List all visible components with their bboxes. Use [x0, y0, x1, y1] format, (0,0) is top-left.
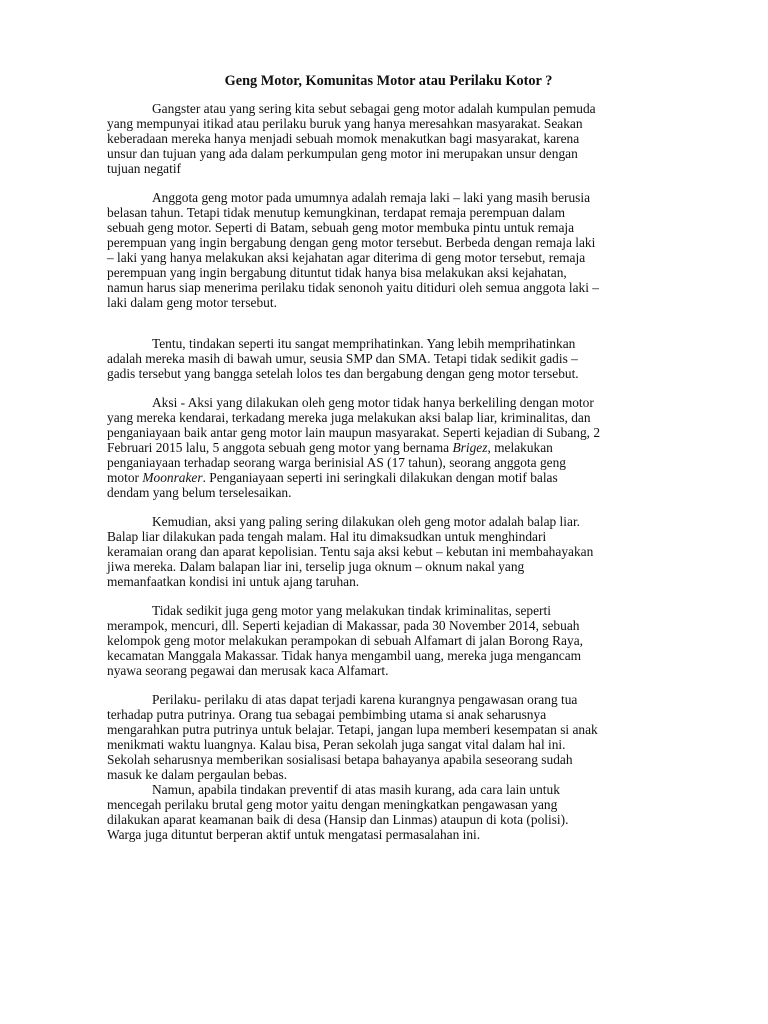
paragraph-5: Kemudian, aksi yang paling sering dilakukan oleh geng motor adalah balap liar. Balap liar dilakukan pada tengah malam. Hal itu dimaksudkan untuk menghindari keramaian orang dan aparat kepolisian. Tentu saja aksi kebut – kebutan ini membahayakan jiwa mereka. Dalam balapan liar ini, terselip juga oknum – oknum nakal yang memanfaatkan kondisi ini untuk ajang taruhan.	[107, 514, 594, 589]
brigez-name: Brigez	[452, 440, 488, 455]
document-title: Geng Motor, Komunitas Motor atau Perilaku Kotor ?	[224, 73, 553, 89]
document-body	[107, 73, 664, 842]
paragraph-6: Tidak sedikit juga geng motor yang melakukan tindak kriminalitas, seperti merampok, mencuri, dll. Seperti kejadian di Makassar, pada 30 November 2014, sebuah kelompok geng motor melakukan perampokan di sebuah Alfamart di jalan Borong Raya, kecamatan Manggala Makassar. Tidak hanya mengambil uang, mereka juga mengancam nyawa seorang pegawai dan merusak kaca Alfamart.	[107, 603, 583, 678]
moonraker-name: Moonraker	[142, 470, 203, 485]
paragraph-1: Gangster atau yang sering kita sebut sebagai geng motor adalah kumpulan pemuda yang mempunyai itikad atau perilaku buruk yang hanya meresahkan masyarakat. Seakan keberadaan mereka hanya menjadi sebuah momok menakutkan bagi masyarakat, karena unsur dan tujuan yang ada dalam perkumpulan geng motor ini merupakan unsur dengan tujuan negatif	[107, 101, 596, 176]
paragraph-4	[107, 395, 664, 500]
paragraph-4-part-3: . Penganiayaan seperti ini seringkali dilakukan dengan motif balas dendam yang belum terselesaikan.	[107, 470, 558, 500]
paragraph-8: Namun, apabila tindakan preventif di atas masih kurang, ada cara lain untuk mencegah perilaku brutal geng motor yaitu dengan meningkatkan pengawasan yang dilakukan aparat keamanan baik di desa (Hansip dan Linmas) ataupun di kota (polisi). Warga juga dituntut berperan aktif untuk mengatasi permasalahan ini.	[107, 782, 569, 842]
paragraph-2: Anggota geng motor pada umumnya adalah remaja laki – laki yang masih berusia belasan tahun. Tetapi tidak menutup kemungkinan, terdapat remaja perempuan dalam sebuah geng motor. Seperti di Batam, sebuah geng motor membuka pintu untuk remaja perempuan yang ingin bergabung dengan geng motor tersebut. Berbeda dengan remaja laki – laki yang hanya melakukan aksi kejahatan agar diterima di geng motor tersebut, remaja perempuan yang ingin bergabung dituntut tidak hanya bisa melakukan aksi kejahatan, namun harus siap menerima perilaku tidak senonoh yaitu ditiduri oleh semua anggota laki – laki dalam geng motor tersebut.	[107, 190, 599, 310]
paragraph-4-part-2: , melakukan penganiayaan terhadap seorang warga berinisial AS (17 tahun), seorang anggota geng motor	[107, 440, 566, 485]
paragraph-3: Tentu, tindakan seperti itu sangat memprihatinkan. Yang lebih memprihatinkan adalah mereka masih di bawah umur, seusia SMP dan SMA. Tetapi tidak sedikit gadis – gadis tersebut yang bangga setelah lolos tes dan bergabung dengan geng motor tersebut.	[107, 336, 579, 381]
paragraph-4-part-1: Aksi - Aksi yang dilakukan oleh geng motor tidak hanya berkeliling dengan motor yang mereka kendarai, terkadang mereka juga melakukan aksi balap liar, kriminalitas, dan penganiayaan baik antar geng motor lain maupun masyarakat. Seperti kejadian di Subang, 2 Februari 2015 lalu, 5 anggota sebuah geng motor yang bernama	[107, 395, 601, 455]
paragraph-7: Perilaku- perilaku di atas dapat terjadi karena kurangnya pengawasan orang tua terhadap putra putrinya. Orang tua sebagai pembimbing utama si anak seharusnya mengarahkan putra putrinya untuk belajar. Tetapi, jangan lupa memberi kesempatan si anak menikmati waktu luangnya. Kalau bisa, Peran sekolah juga sangat vital dalam hal ini. Sekolah seharusnya memberikan sosialisasi betapa bahayanya apabila seseorang sudah masuk ke dalam pergaulan bebas.	[107, 692, 598, 782]
